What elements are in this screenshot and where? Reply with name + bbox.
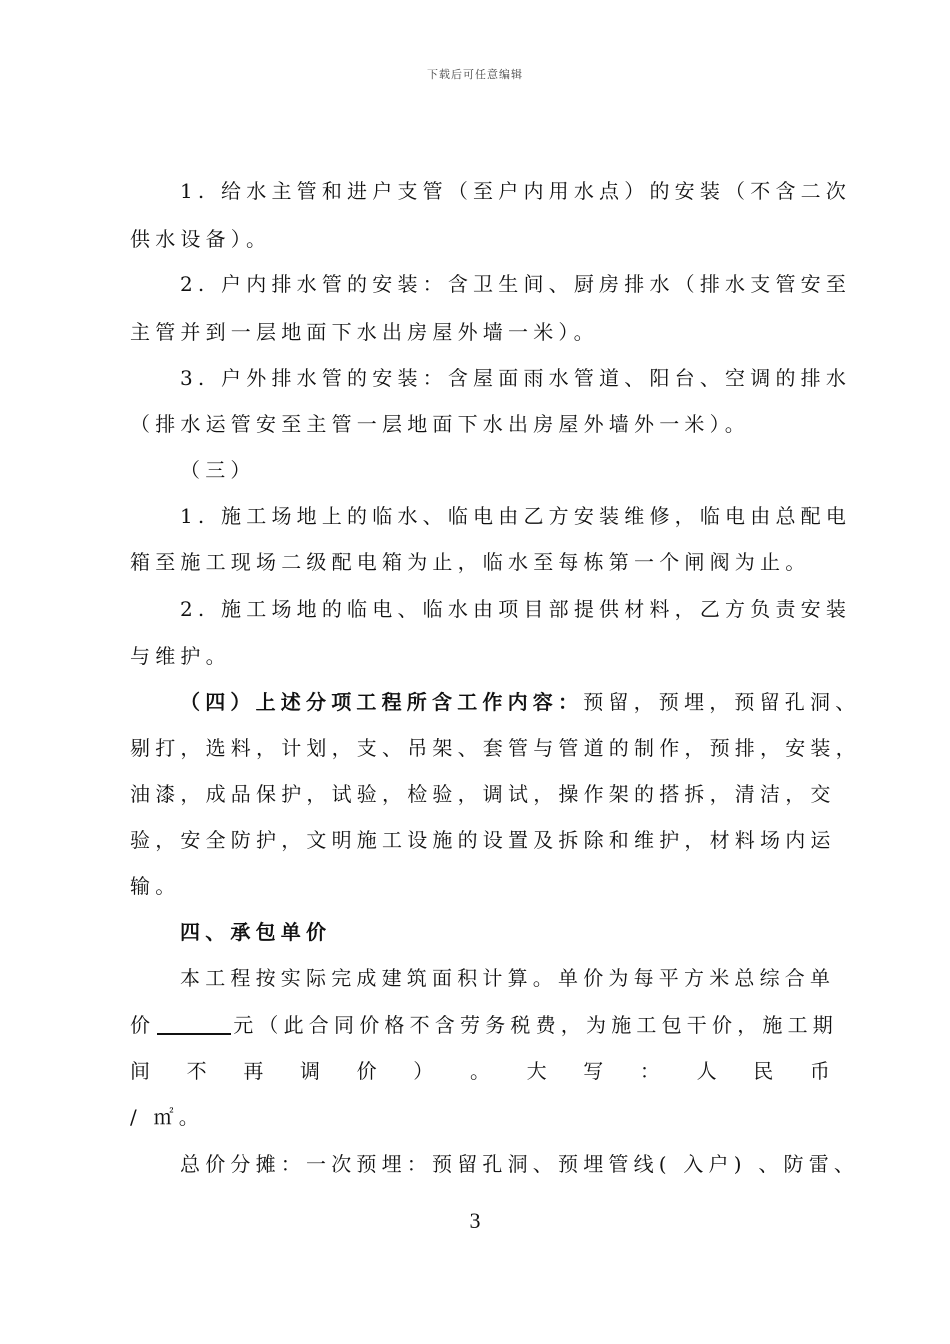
- para-4-line-1: 1. 施工场地上的临水、临电由乙方安装维修，临电由总配电: [180, 504, 852, 528]
- para-6-line-3: 油漆，成品保护，试验，检验，调试，操作架的搭拆，清洁，交: [130, 782, 836, 806]
- para-6-line-5: 输。: [130, 874, 181, 898]
- para-5-line-1: 2. 施工场地的临电、临水由项目部提供材料，乙方负责安装: [180, 597, 852, 621]
- para-3-line-1: 3. 户外排水管的安装：含屋面雨水管道、阳台、空调的排水: [180, 366, 852, 390]
- spread-char: 调: [299, 1059, 320, 1083]
- spread-char: 大: [526, 1059, 547, 1083]
- spread-char: 不: [186, 1059, 207, 1083]
- para-6-bold-lead: （四）上述分项工程所含工作内容：: [180, 690, 584, 714]
- section-4-heading: 四、承包单价: [180, 920, 332, 944]
- para-7-line-2: [130, 1011, 838, 1039]
- para-2-line-1: 2. 户内排水管的安装：含卫生间、厨房排水（排水支管安至: [180, 272, 852, 296]
- para-7-line-1: 本工程按实际完成建筑面积计算。单价为每平方米总综合单: [180, 966, 836, 990]
- para-6-line-1: [180, 688, 860, 716]
- para-4-line-2: 箱至施工现场二级配电箱为止，临水至每栋第一个闸阀为止。: [130, 550, 811, 574]
- spread-char: 币: [809, 1059, 830, 1083]
- para-7-line-3: [130, 1057, 830, 1085]
- spread-char: 间: [130, 1059, 150, 1083]
- price-blank: [157, 1013, 231, 1035]
- page-header: 下载后可任意编辑: [427, 68, 523, 81]
- para-5-line-2: 与维护。: [130, 644, 231, 668]
- para-6-line-4: 验，安全防护，文明施工设施的设置及拆除和维护，材料场内运: [130, 828, 836, 852]
- spread-char: 写: [583, 1059, 604, 1083]
- para-1-line-2: 供水设备）。: [130, 227, 272, 251]
- page-number: 3: [469, 1208, 481, 1233]
- spread-char: ：: [639, 1059, 660, 1083]
- para-8-line-1: 总价分摊：一次预埋：预留孔洞、预埋管线( 入户) 、防雷、: [180, 1152, 860, 1176]
- spread-char: 。: [469, 1059, 490, 1083]
- spread-char: 价: [356, 1059, 377, 1083]
- para-1-line-1: 1. 给水主管和进户支管（至户内用水点）的安装（不含二次: [180, 179, 852, 203]
- para-6-line-1-rest: 预留，预埋，预留孔洞、: [583, 690, 861, 714]
- spread-char: 人: [696, 1059, 717, 1083]
- section-3-heading: （三）: [180, 458, 256, 482]
- para-2-line-2: 主管并到一层地面下水出房屋外墙一米）。: [130, 320, 599, 344]
- para-7-line-2-prefix: 价: [130, 1013, 156, 1037]
- spread-char: 民: [753, 1059, 774, 1083]
- spread-char: ）: [413, 1059, 434, 1083]
- para-7-line-4: / ㎡。: [130, 1105, 204, 1129]
- para-7-line-2-rest: 元（此合同价格不含劳务税费，为施工包干价，施工期: [233, 1013, 839, 1037]
- spread-char: 再: [243, 1059, 264, 1083]
- para-3-line-2: （排水运管安至主管一层地面下水出房屋外墙外一米）。: [130, 412, 750, 436]
- para-6-line-2: 剔打，选料，计划，支、吊架、套管与管道的制作，预排，安装，: [130, 736, 861, 760]
